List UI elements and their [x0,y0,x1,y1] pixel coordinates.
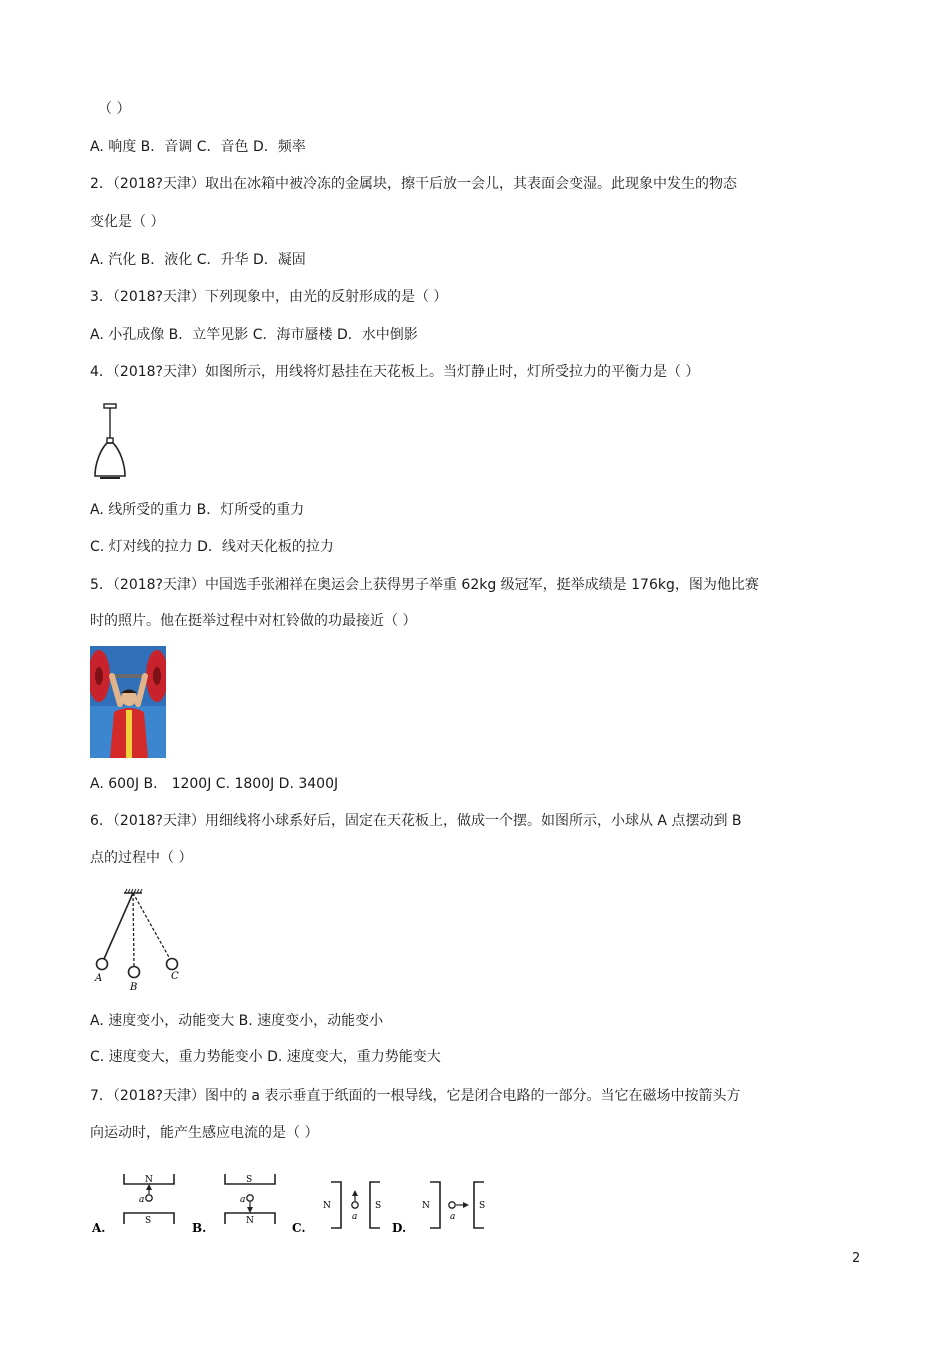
q5-options: A. 600J B． 1200J C. 1800J D. 3400J [90,776,339,792]
svg-text:a: a [240,1195,246,1205]
option-d-diagram [392,1182,485,1235]
svg-text:a: a [450,1212,456,1222]
q6-options-row2: C. 速度变大，重力势能变小 D. 速度变大，重力势能变大 [90,1049,441,1065]
q6-stem-line1: 6．（2018?天津）用细线将小球系好后，固定在天花板上，做成一个摆。如图所示，小球从 A 点摆动到 B [90,813,742,829]
option-c-diagram [292,1182,381,1235]
option-a-diagram [91,1174,174,1235]
q4-options-row2: C. 灯对线的拉力 D．线对天化板的拉力 [90,539,334,555]
q1-options: A. 响度 B．音调 C．音色 D．频率 [90,139,306,155]
svg-text:a: a [139,1195,145,1205]
svg-text:A.: A. [92,1221,106,1235]
q5-stem-line1: 5．（2018?天津）中国选手张湘祥在奥运会上获得男子举重 62kg 级冠军，挺举成绩是 176kg，图为他比赛 [90,577,759,593]
q6-options-row1: A. 速度变小，动能变大 B. 速度变小，动能变小 [90,1013,384,1029]
svg-text:N: N [422,1201,430,1211]
svg-text:S: S [246,1175,253,1185]
svg-text:S: S [145,1216,152,1226]
label-a: A [95,973,103,984]
ball-a [97,959,108,970]
svg-text:D.: D. [392,1221,407,1235]
pendulum-figure [90,886,186,992]
q3-stem: 3．（2018?天津）下列现象中，由光的反射形成的是（ ） [90,289,448,305]
q2-stem-line1: 2．（2018?天津）取出在冰箱中被冷冻的金属块，擦干后放一会儿，其表面会变湿。此现象中发生的物态 [90,176,737,192]
svg-text:B.: B. [192,1221,207,1235]
q3-options: A. 小孔成像 B．立竿见影 C．海市蜃楼 D．水中倒影 [90,327,418,343]
weightlifter-photo [90,646,166,758]
q1-bracket: （ ） [98,101,131,117]
ball-c [167,959,178,970]
q2-stem-line2: 变化是（ ） [90,214,165,230]
svg-text:C.: C. [292,1221,306,1235]
q7-stem-line1: 7．（2018?天津）图中的 a 表示垂直于纸面的一根导线，它是闭合电路的一部分。当它在磁场中按箭头方 [90,1088,741,1104]
page-number: 2 [852,1251,861,1266]
q4-options-row1: A. 线所受的重力 B．灯所受的重力 [90,502,305,518]
svg-text:N: N [145,1175,153,1185]
svg-text:a: a [352,1212,358,1222]
svg-text:S: S [375,1201,382,1211]
magnet-options-figure [88,1164,498,1240]
svg-text:N: N [246,1216,254,1226]
q5-stem-line2: 时的照片。他在挺举过程中对杠铃做的功最接近（ ） [90,613,417,629]
svg-text:S: S [479,1201,486,1211]
hanging-lamp-figure [88,402,132,484]
q6-stem-line2: 点的过程中（ ） [90,850,193,866]
q2-options: A. 汽化 B．液化 C．升华 D．凝固 [90,252,306,268]
option-b-diagram [192,1174,275,1235]
q7-stem-line2: 向运动时，能产生感应电流的是（ ） [90,1125,319,1141]
ball-b [129,967,140,978]
label-b: B [130,982,138,992]
q4-stem: 4．（2018?天津）如图所示，用线将灯悬挂在天花板上。当灯静止时，灯所受拉力的平衡力是（ ） [90,364,700,380]
svg-text:N: N [323,1201,331,1211]
label-c: C [171,971,179,982]
